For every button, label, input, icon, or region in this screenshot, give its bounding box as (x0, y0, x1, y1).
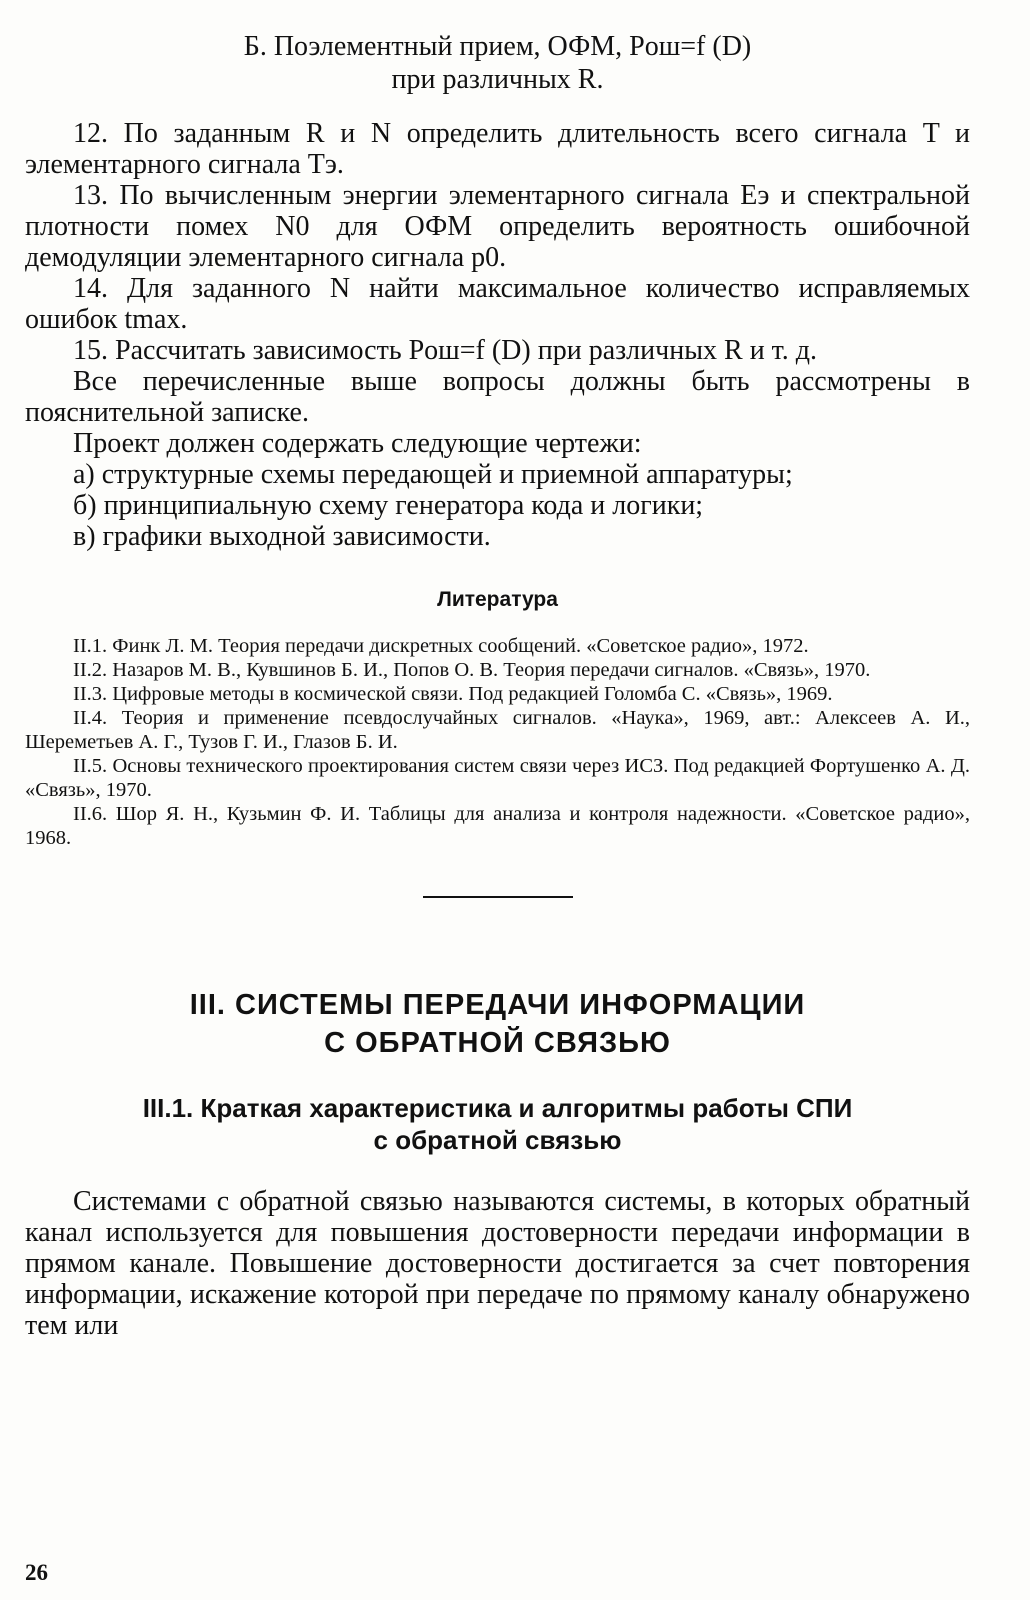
reference-item: II.2. Назаров М. В., Кувшинов Б. И., Попов О. В. Теория передачи сигналов. «Связь», 1970. (73, 659, 871, 681)
subsection-heading-line-2: при различных R. (391, 64, 604, 95)
section-divider (423, 896, 573, 898)
reference-item: II.4. Теория и применение псевдослучайных сигналов. «Наука», 1969, авт.: Алексеев А. И., Шереметьев А. Г., Тузов Г. И., Глазов Б. И. (25, 707, 970, 753)
subsection-heading-line-1: Б. Поэлементный прием, ОФМ, Pош=f (D) (243, 31, 752, 62)
step-12: 12. По заданным R и N определить длительность всего сигнала T и элементарного сигнала Tэ. (25, 118, 970, 180)
body-paragraph: Системами с обратной связью называются системы, в которых обратный канал используется для повышения достоверности передачи информации в прямом канале. Повышение достоверности достигается за счет повторения информации, искажение которой при передаче по прямому каналу обнаружено тем или (25, 1186, 970, 1341)
reference-item: II.1. Финк Л. М. Теория передачи дискретных сообщений. «Советское радио», 1972. (73, 635, 809, 657)
page-number: 26 (25, 1560, 48, 1585)
document-page (25, 30, 970, 1341)
references-list (25, 634, 970, 850)
section-title-line-1: III.1. Краткая характеристика и алгоритмы работы СПИ (142, 1093, 853, 1123)
step-14: 14. Для заданного N найти максимальное количество исправляемых ошибок tmax. (25, 273, 970, 335)
drawings-list-item: б) принципиальную схему генератора кода и логики; (73, 490, 704, 521)
drawings-list (25, 459, 970, 552)
chapter-title-line-2: С ОБРАТНОЙ СВЯЗЬЮ (324, 1027, 671, 1059)
reference-item: II.6. Шор Я. Н., Кузьмин Ф. И. Таблицы для анализа и контроля надежности. «Советское радио», 1968. (25, 803, 970, 849)
drawings-list-item: в) графики выходной зависимости. (73, 521, 491, 552)
step-15: 15. Рассчитать зависимость Pош=f (D) при различных R и т. д. (73, 335, 818, 366)
explanatory-note-paragraph: Все перечисленные выше вопросы должны быть рассмотрены в пояснительной записке. (25, 366, 970, 428)
step-13: 13. По вычисленным энергии элементарного сигнала Eэ и спектральной плотности помех N0 для ОФМ определить вероятность ошибочной демодуляции элементарного сигнала p0. (25, 180, 970, 273)
reference-item: II.3. Цифровые методы в космической связи. Под редакцией Голомба С. «Связь», 1969. (73, 683, 833, 705)
literature-heading: Литература (437, 588, 558, 611)
chapter-title-line-1: III. СИСТЕМЫ ПЕРЕДАЧИ ИНФОРМАЦИИ (189, 989, 806, 1021)
drawings-intro: Проект должен содержать следующие чертежи: (73, 428, 642, 459)
section-title-line-2: с обратной связью (373, 1125, 622, 1155)
section-title (25, 1092, 970, 1156)
subsection-heading (25, 30, 970, 96)
drawings-list-item: а) структурные схемы передающей и приемной аппаратуры; (73, 459, 793, 490)
reference-item: II.5. Основы технического проектирования систем связи через ИСЗ. Под редакцией Фортушенко А. Д. «Связь», 1970. (25, 755, 970, 801)
chapter-title (25, 986, 970, 1062)
